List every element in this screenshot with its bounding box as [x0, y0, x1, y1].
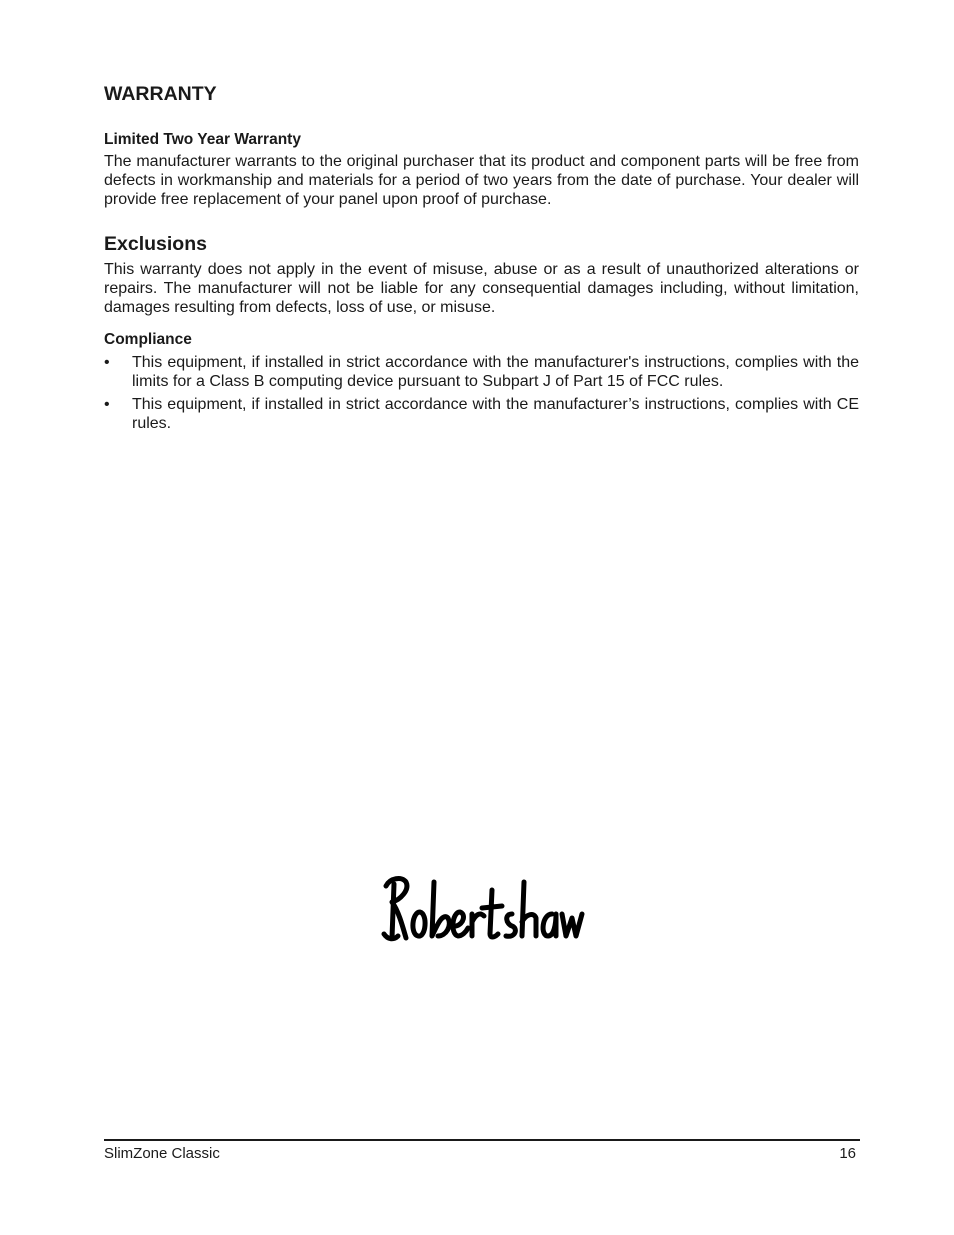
compliance-item — [104, 395, 859, 433]
exclusions-heading: Exclusions — [104, 233, 207, 255]
limited-warranty-subheading: Limited Two Year Warranty — [104, 131, 301, 148]
compliance-item — [104, 353, 859, 391]
bullet-icon: • — [104, 354, 110, 371]
footer-page-number: 16 — [839, 1145, 856, 1162]
document-content — [104, 80, 859, 437]
warranty-paragraph: The manufacturer warrants to the original purchaser that its product and component parts will be free from defects in workmanship and materials for a period of two years from the date of purchase. Your dealer will provide free replacement of your panel upon proof of purchase. — [104, 153, 859, 208]
footer-product-name: SlimZone Classic — [104, 1145, 220, 1162]
bullet-icon: • — [104, 396, 110, 413]
robertshaw-logo-icon — [380, 868, 585, 948]
compliance-list — [104, 353, 859, 433]
compliance-item-text: This equipment, if installed in strict accordance with the manufacturer's instructions, complies with the limits for a Class B computing device pursuant to Subpart J of Part 15 of FCC rules. — [132, 354, 859, 390]
compliance-heading: Compliance — [104, 331, 192, 348]
footer-divider — [104, 1139, 860, 1141]
exclusions-paragraph: This warranty does not apply in the event of misuse, abuse or as a result of unauthorized alterations or repairs. The manufacturer will not be liable for any consequential damages including, without limitation, damages resulting from defects, loss of use, or misuse. — [104, 261, 859, 316]
warranty-heading: WARRANTY — [104, 83, 217, 105]
compliance-item-text: This equipment, if installed in strict accordance with the manufacturer’s instructions, complies with CE rules. — [132, 396, 859, 432]
